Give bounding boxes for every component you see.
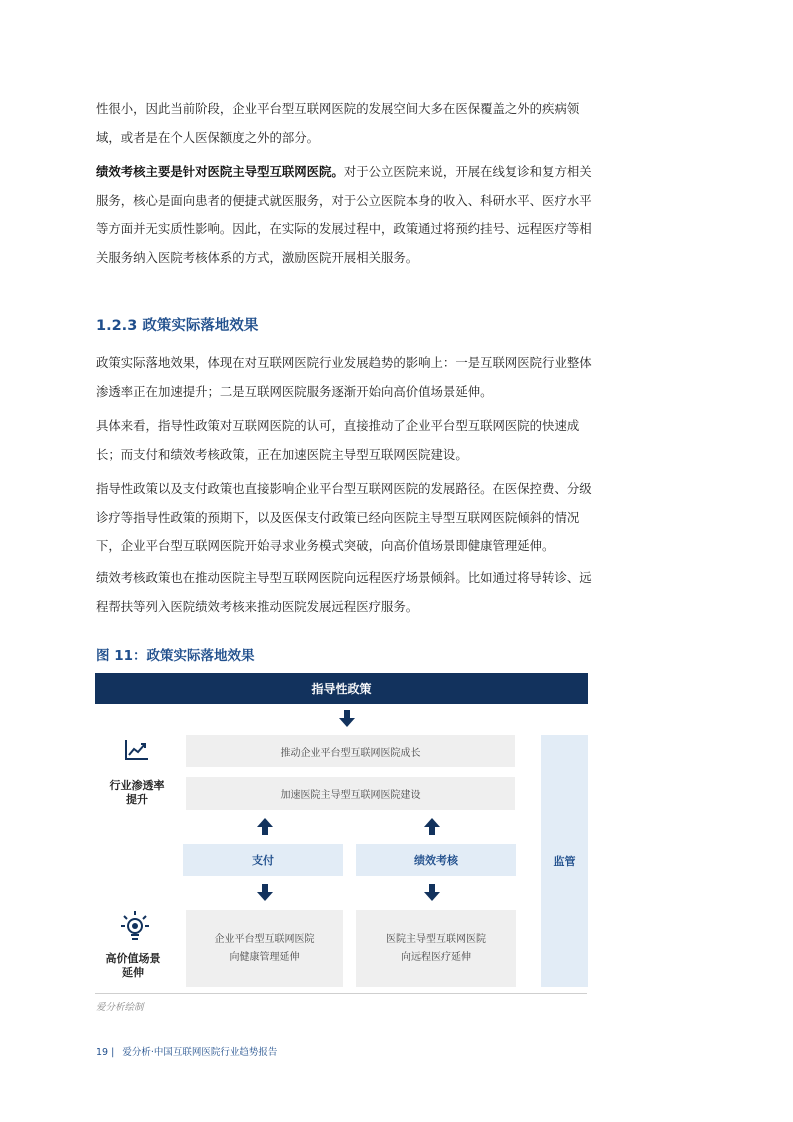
figure-divider: [95, 993, 587, 994]
box-enterprise-health: [186, 910, 343, 987]
paragraph-5: 指导性政策以及支付政策也直接影响企业平台型互联网医院的发展路径。在医保控费、分级诊疗等指导性政策的预期下，以及医保支付政策已经向医院主导型互联网医院倾斜的情况下，企业平台型互联网医院开始寻求业务模式突破，向高价值场景即健康管理延伸。: [96, 481, 592, 553]
trend-chart-icon: [124, 738, 150, 762]
box-performance-review: 绩效考核: [356, 844, 516, 876]
high-value-label-line1: 高价值场景: [105, 952, 161, 965]
box-hospital-remote: [356, 910, 516, 987]
penetration-label: [92, 779, 182, 807]
guiding-policy-banner: 指导性政策: [95, 673, 588, 704]
paragraph-6: 绩效考核政策也在推动医院主导型互联网医院向远程医疗场景倾斜。比如通过将导转诊、远程帮扶等列入医院绩效考核来推动医院发展远程医疗服务。: [96, 570, 592, 614]
box-supervision: 监管: [541, 735, 588, 987]
lightbulb-icon: [120, 910, 150, 942]
section-title: 1.2.3 政策实际落地效果: [96, 318, 259, 334]
paragraph-1: 性很小，因此当前阶段，企业平台型互联网医院的发展空间大多在医保覆盖之外的疾病领域，或者是在个人医保额度之外的部分。: [96, 101, 580, 145]
paragraph-2-lead: 绩效考核主要是针对医院主导型互联网医院。: [96, 164, 344, 179]
paragraph-2: [96, 158, 596, 272]
box-enterprise-growth: 推动企业平台型互联网医院成长: [186, 735, 515, 767]
high-value-label: [88, 952, 178, 980]
box-hospital-remote-line1: 医院主导型互联网医院: [386, 933, 486, 945]
arrow-down-icon: [424, 884, 440, 902]
paragraph-3: 政策实际落地效果，体现在对互联网医院行业发展趋势的影响上：一是互联网医院行业整体渗透率正在加速提升；二是互联网医院服务逐渐开始向高价值场景延伸。: [96, 355, 592, 399]
report-name: 爱分析·中国互联网医院行业趋势报告: [122, 1047, 278, 1058]
arrow-up-icon: [424, 818, 440, 836]
arrow-down-icon: [339, 710, 355, 728]
penetration-label-line2: 提升: [126, 793, 148, 806]
page-footer: [96, 1044, 277, 1058]
page-number: 19 |: [96, 1047, 115, 1058]
box-hospital-construction: 加速医院主导型互联网医院建设: [186, 777, 515, 810]
figure-source: 爱分析绘制: [96, 1002, 144, 1013]
figure-title: 图 11：政策实际落地效果: [96, 648, 255, 664]
paragraph-4: 具体来看，指导性政策对互联网医院的认可，直接推动了企业平台型互联网医院的快速成长；而支付和绩效考核政策，正在加速医院主导型互联网医院建设。: [96, 418, 580, 462]
penetration-label-line1: 行业渗透率: [109, 779, 165, 792]
box-enterprise-health-line2: 向健康管理延伸: [229, 951, 300, 963]
arrow-down-icon: [257, 884, 273, 902]
paragraph-2-body: 对于公立医院来说，开展在线复诊和复方相关服务，核心是面向患者的便捷式就医服务，对于公立医院本身的收入、科研水平、医疗水平等方面并无实质性影响。因此，在实际的发展过程中，政策通过将预约挂号、远程医疗等相关服务纳入医院考核体系的方式，激励医院开展相关服务。: [96, 164, 592, 265]
arrow-up-icon: [257, 818, 273, 836]
high-value-label-line2: 延伸: [122, 966, 144, 979]
box-hospital-remote-line2: 向远程医疗延伸: [401, 951, 471, 963]
box-enterprise-health-line1: 企业平台型互联网医院: [214, 933, 315, 945]
box-payment: 支付: [183, 844, 343, 876]
